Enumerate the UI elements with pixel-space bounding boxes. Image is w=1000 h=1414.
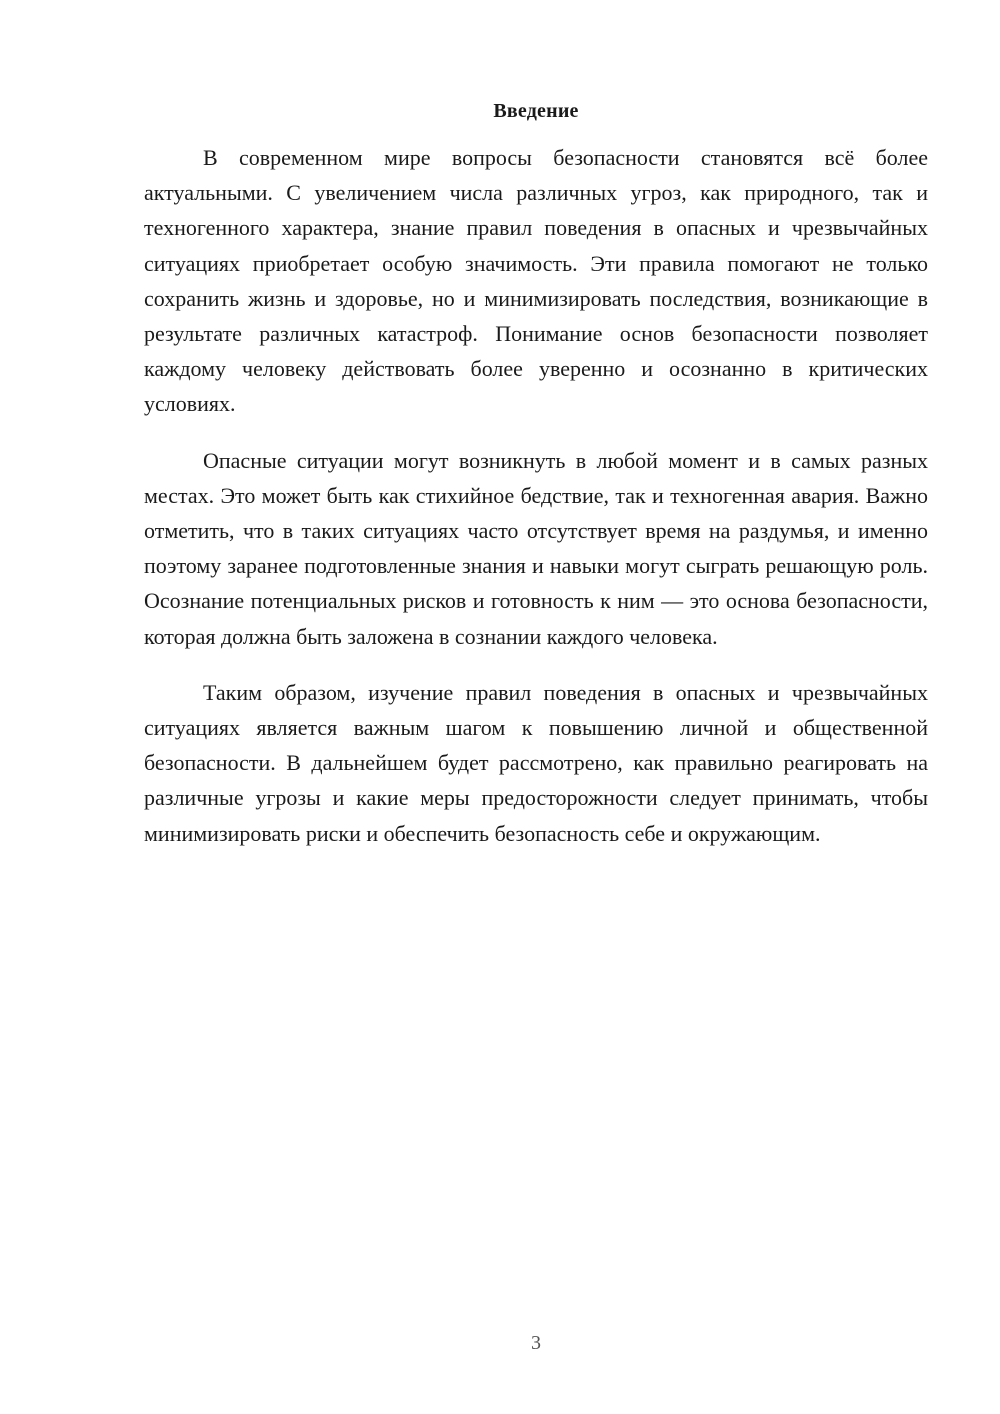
document-page (144, 96, 928, 872)
page-number: 3 (531, 1332, 541, 1354)
paragraph-3: Таким образом, изучение правил поведения в опасных и чрезвычайных ситуациях является важным шагом к повышению личной и общественной безопасности. В дальнейшем будет рассмотрено, как правильно реагировать на различные угрозы и какие меры предосторожности следует принимать, чтобы минимизировать риски и обеспечить безопасность себе и окружающим. (144, 679, 928, 846)
paragraph-1: В современном мире вопросы безопасности становятся всё более актуальными. С увеличением числа различных угроз, как природного, так и техногенного характера, знание правил поведения в опасных и чрезвычайных ситуациях приобретает особую значимость. Эти правила помогают не только сохранить жизнь и здоровье, но и минимизировать последствия, возникающие в результате различных катастроф. Понимание основ безопасности позволяет каждому человеку действовать более уверенно и осознанно в критических условиях. (144, 145, 928, 417)
paragraph-2: Опасные ситуации могут возникнуть в любой момент и в самых разных местах. Это может быть как стихийное бедствие, так и техногенная авария. Важно отметить, что в таких ситуациях часто отсутствует время на раздумья, и именно поэтому заранее подготовленные знания и навыки могут сыграть решающую роль. Осознание потенциальных рисков и готовность к ним — это основа безопасности, которая должна быть заложена в сознании каждого человека. (144, 447, 928, 649)
page-title: Введение (493, 100, 579, 122)
